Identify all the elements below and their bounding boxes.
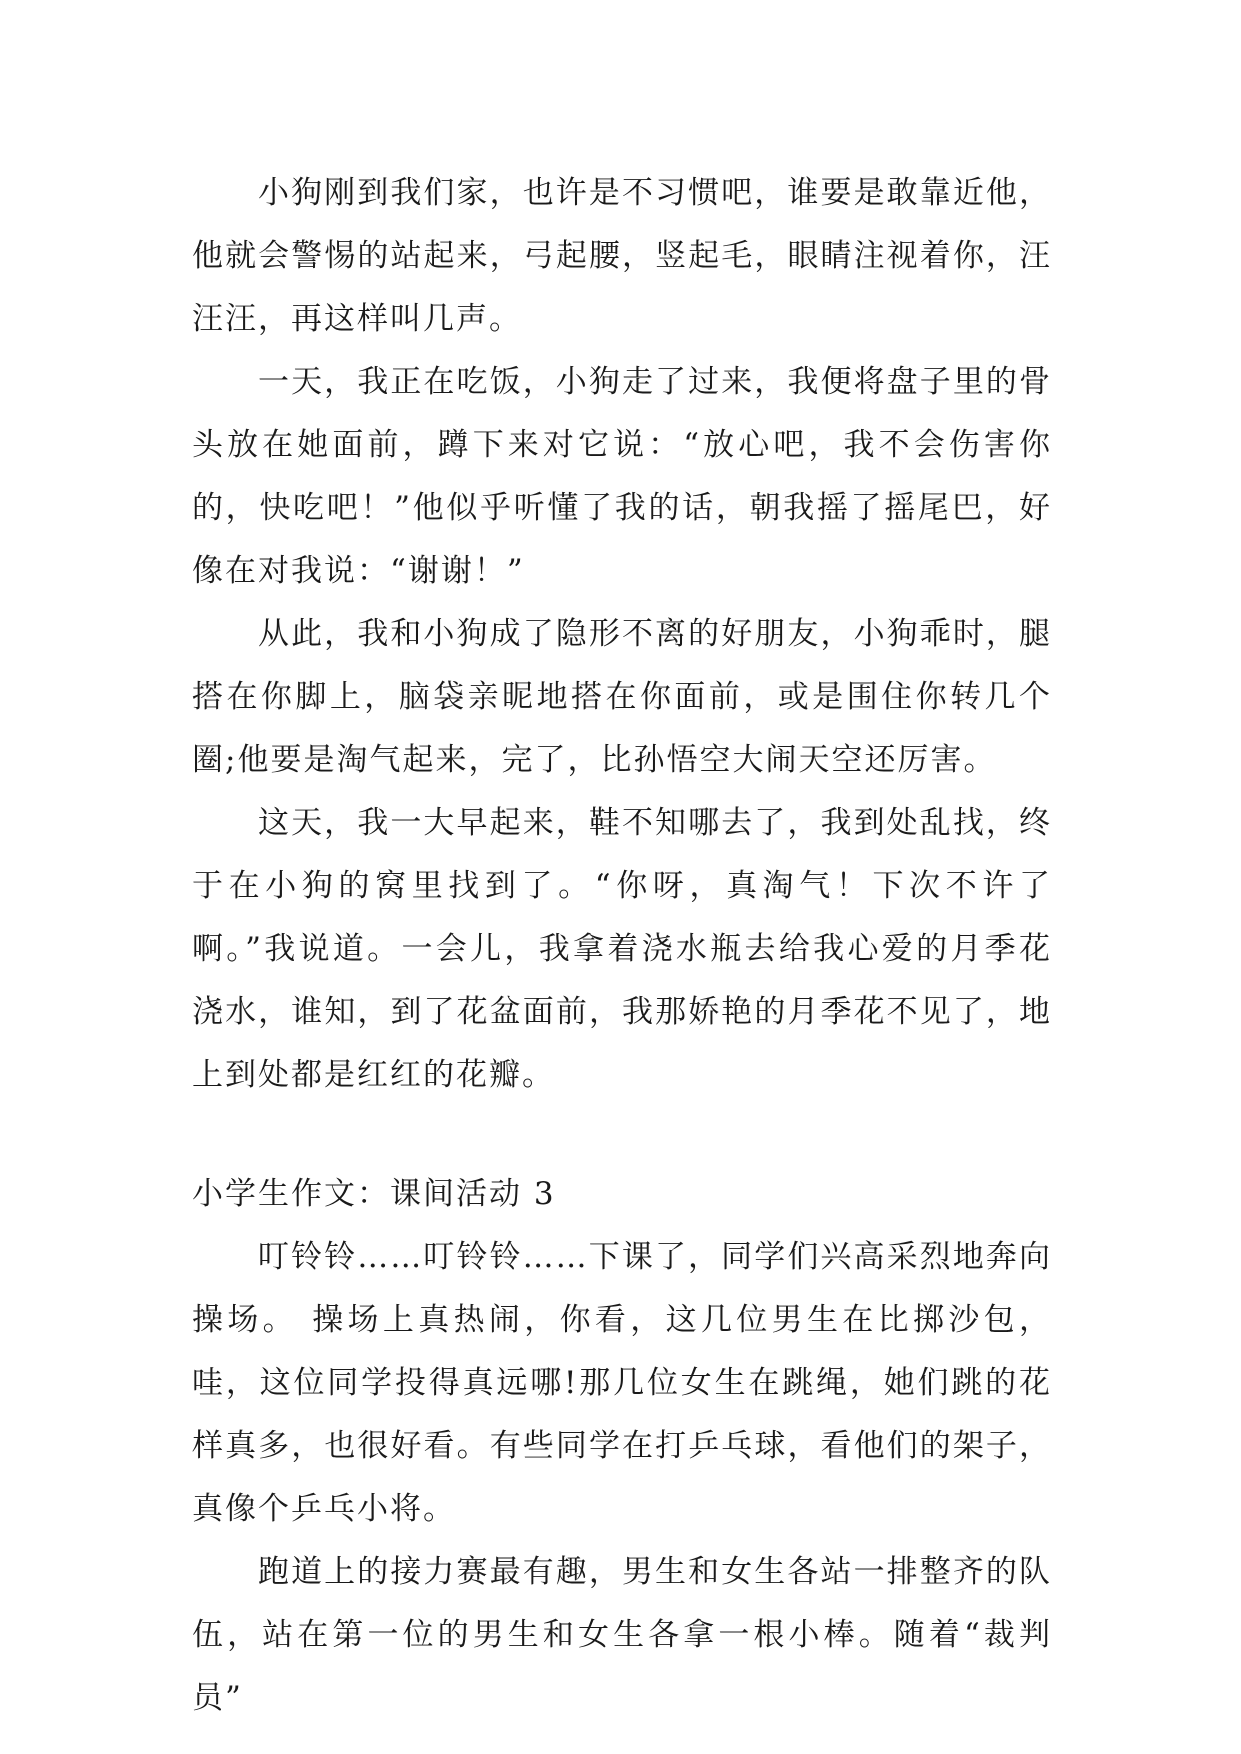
document-body bbox=[192, 162, 1052, 1730]
paragraph: 这天，我一大早起来，鞋不知哪去了，我到处乱找，终于在小狗的窝里找到了。“你呀，真淘气！下次不许了啊。”我说道。一会儿，我拿着浇水瓶去给我心爱的月季花浇水，谁知，到了花盆面前，我那娇艳的月季花不见了，地上到处都是红红的花瓣。 bbox=[192, 805, 1052, 1093]
paragraph: 叮铃铃……叮铃铃……下课了，同学们兴高采烈地奔向操场。 操场上真热闹，你看，这几位男生在比掷沙包，哇，这位同学投得真远哪!那几位女生在跳绳，她们跳的花样真多，也很好看。有些同学在打乒乓球，看他们的架子，真像个乒乓小将。 bbox=[192, 1239, 1052, 1527]
paragraph: 跑道上的接力赛最有趣，男生和女生各站一排整齐的队伍，站在第一位的男生和女生各拿一根小棒。随着“裁判员” bbox=[192, 1554, 1052, 1716]
paragraph: 从此，我和小狗成了隐形不离的好朋友，小狗乖时，腿搭在你脚上，脑袋亲昵地搭在你面前，或是围住你转几个圈;他要是淘气起来，完了，比孙悟空大闹天空还厉害。 bbox=[192, 616, 1052, 778]
paragraph: 小狗刚到我们家，也许是不习惯吧，谁要是敢靠近他，他就会警惕的站起来，弓起腰，竖起毛，眼睛注视着你，汪汪汪，再这样叫几声。 bbox=[192, 175, 1052, 337]
section-title: 小学生作文：课间活动 3 bbox=[192, 1176, 556, 1212]
paragraph: 一天，我正在吃饭，小狗走了过来，我便将盘子里的骨头放在她面前，蹲下来对它说：“放心吧，我不会伤害你的，快吃吧！”他似乎听懂了我的话，朝我摇了摇尾巴，好像在对我说：“谢谢！” bbox=[192, 364, 1052, 589]
